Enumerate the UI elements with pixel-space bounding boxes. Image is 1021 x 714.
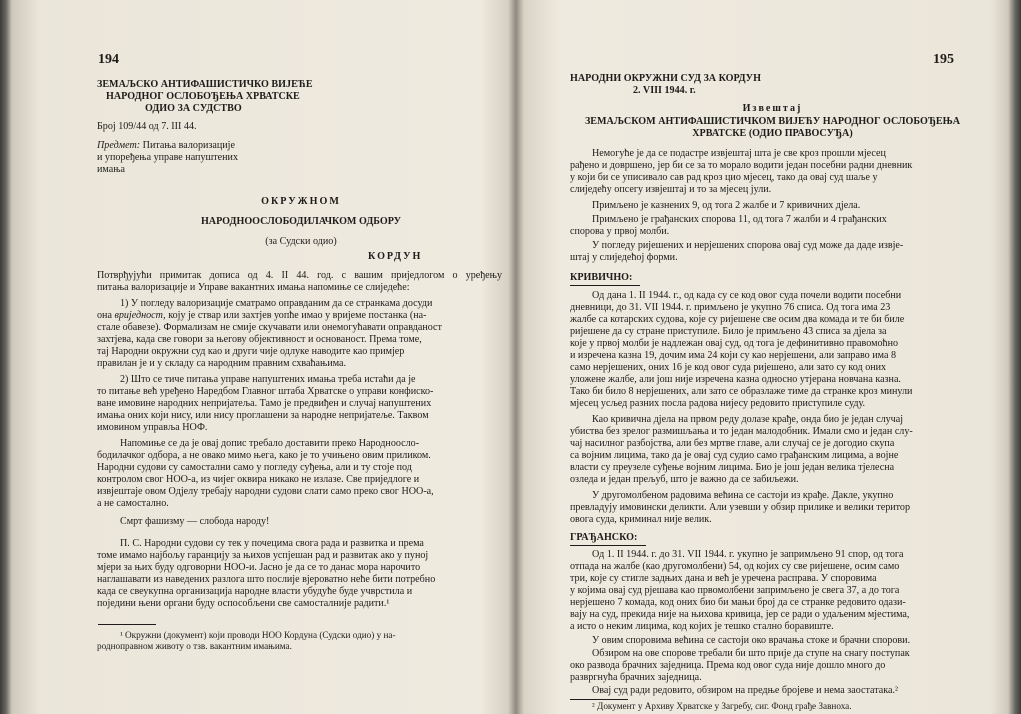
paragraph-line: развргнућа брачних заједница.: [570, 672, 702, 683]
header-line: НАРОДНИ ОКРУЖНИ СУД ЗА КОРДУН: [570, 73, 761, 84]
paragraph-line: наглашавати из наведених разлога што послије вјероватно неће бити потребно: [97, 574, 436, 585]
paragraph-line: отпада на жалбе (као другомолбени) 54, од којих су све ријешене, осим само: [570, 561, 900, 572]
slogan: Смрт фашизму — слобода народу!: [120, 516, 270, 527]
subject-label: Предмет:: [97, 140, 141, 151]
paragraph-line: у који би се уписивало сав рад кроз цио мјесец, тако да овај суд шаље у: [570, 172, 878, 183]
paragraph-line: жалбе са котарских судова, које су ријешене све осим два комада и те би биле: [570, 314, 905, 325]
paragraph-line: извјештаје овом Одјелу требају народни судови слати само преко свог НОО-а,: [97, 486, 434, 497]
subject-line: имања: [97, 164, 125, 175]
paragraph-line: три, које су стигле задњих дана и већ је уречена расправа. У споровима: [570, 573, 877, 584]
paragraph-line: 1) У погледу валоризације сматрамо оправданим да се странкама досуди: [120, 298, 433, 309]
paragraph-line: ријешене да су стране приступиле. Било је примљено 43 списа за дјела за: [570, 326, 887, 337]
paragraph-line: које у првој молби је надлежан овај суд, од тога је дефинитивно правомоћно: [570, 338, 899, 349]
paragraph-line: убиства без зрелог размишљања и то један малодобник. Имали смо и један слу-: [570, 426, 913, 437]
subject-line: и упоређења управе напуштених: [97, 152, 239, 163]
paragraph-line: штај у слиједећој форми.: [570, 252, 678, 263]
paragraph-line: [97, 310, 426, 322]
heading-underline: [570, 285, 640, 286]
report-title-line: ЗЕМАЉСКОМ АНТИФАШИСТИЧКОМ ВИЈЕЋУ НАРОДНОГ ОСЛОБОЂЕЊА: [584, 116, 961, 127]
paragraph-line: слиједећу опсегу извјештај и то за мјесец јули.: [570, 184, 772, 195]
addressee-line: ОКРУЖНОМ: [261, 196, 341, 207]
subject: [97, 140, 235, 152]
paragraph-line: бодилачког одбора, а не овако мимо њега, како је то учињено овим приликом.: [97, 450, 431, 461]
header-line: ЗЕМАЉСКО АНТИФАШИСТИЧКО ВИЈЕЋЕ: [97, 79, 313, 90]
paragraph-line: поједини њени органи буду оспособљени све самосталније радити.¹: [97, 598, 390, 609]
footnote-line: ¹ Окружни (документ) који проводи НОО Кордуна (Судски одио) у на-: [120, 630, 396, 640]
paragraph-line: Примљено је грађанских спорова 11, од тога 7 жалби и 4 грађанских: [592, 214, 887, 225]
paragraph-line: дневници, до 31. VII 1944. г. примљено је укупно 76 списа. Од тога има 23: [570, 302, 891, 313]
header-line: ОДИО ЗА СУДСТВО: [145, 103, 242, 114]
right-page: [516, 0, 1021, 714]
page-number: 195: [933, 52, 954, 67]
paragraph-line: имовином управља НОФ.: [97, 422, 208, 433]
text-fragment: коју је ствар или захтјев уопће имао у вријеме постанка (на-: [165, 310, 427, 321]
report-title-line: ХРВАТСКЕ (ОДИО ПРАВОСУЂА): [692, 128, 853, 139]
paragraph-line: контролом свог НОО-а, из чијег оквира никако не излазе. Све приједлоге и: [97, 474, 420, 485]
paragraph-line: овога суда, криминал није велик.: [570, 514, 712, 525]
paragraph-line: ване имовине народних непријатеља. Тамо је предвиђен и случај напуштених: [97, 398, 432, 409]
section-heading: КРИВИЧНО:: [570, 272, 633, 283]
paragraph-line: тај Народни окружни суд као и други чије одлуке наводите као примјер: [97, 346, 405, 357]
paragraph-line: мјесец усљед разних посла радова нијесу редовито приступиле суду.: [570, 398, 866, 409]
paragraph-line: Тако би било 8 нерјешених, али зато се образлаже тиме да странке кроз минули: [570, 386, 913, 397]
section-heading: ГРАЂАНСКО:: [570, 532, 638, 543]
addressee-line: КОРДУН: [368, 251, 423, 262]
paragraph-line: Обзиром на ове спорове требали би што прије да ступе на снагу поступак: [592, 648, 910, 659]
heading-underline: [570, 545, 646, 546]
paragraph-line: Овај суд ради редовито, обзиром на предње бројеве и нема заостатака.²: [592, 685, 899, 696]
paragraph-line: У другомолбеном радовима већина се састоји из крађе. Дакле, укупно: [592, 490, 894, 501]
paragraph-line: и изречена казна 19, дочим има 24 који су као нерјешени, али заправо има 8: [570, 350, 897, 361]
paragraph-line: томе имамо најбољу гаранцију за њихов успјешан рад и развитак ако у пуној: [97, 550, 429, 561]
paragraph-line: мјери за њих буду одговорни НОО-и. Јасно је да се то данас мора нарочито: [97, 562, 421, 573]
header-line: 2. VIII 1944. г.: [633, 85, 696, 96]
paragraph-line: чај насилног разбојства, али без мртве главе, али случај се је догодио скупа: [570, 438, 895, 449]
footnote-rule: [98, 624, 156, 625]
paragraph-line: то питање већ уређено Наредбом Главног штаба Хрватске о управи конфиско-: [97, 386, 434, 397]
paragraph-line: Потврђујући примитак дописа од 4. II 44. год. с вашим приједлогом о уређењу: [97, 270, 502, 281]
paragraph-line: око развода брачних заједница. Према код овог суда није дошло много до: [570, 660, 886, 671]
paragraph-line: Од дана 1. II 1944. г., од када су се код овог суда почели водити посебни: [592, 290, 902, 301]
paragraph-line: рађено и довршено, јер би се за то морало водити један посебни радни дневник: [570, 160, 913, 171]
paragraph-line: Народни судови су самостални само у погледу суђења, али и ту стоје под: [97, 462, 412, 473]
header-line: НАРОДНОГ ОСЛОБОЂЕЊА ХРВАТСКЕ: [106, 91, 300, 102]
paragraph-line: У погледу ријешених и нерјешених спорова овај суд може да даде извје-: [592, 240, 904, 251]
paragraph-line: а не самостално.: [97, 498, 169, 509]
paragraph-line: озледа и један прељуб, што је важно да се забиљежи.: [570, 474, 799, 485]
emphasis: вриједност,: [114, 310, 166, 321]
paragraph-line: питања валоризације и Управе вакантних имања напомиње се слиједеће:: [97, 282, 410, 293]
page-number: 194: [98, 52, 119, 67]
paragraph-line: правилан је и у складу са народним правним схваћањима.: [97, 358, 347, 369]
subject-line: Питања валоризације: [142, 140, 235, 151]
paragraph-line: спорова у првој молби.: [570, 226, 670, 237]
paragraph-line: Као кривична дјела на првом реду долазе крађе, онда био је један случај: [592, 414, 904, 425]
paragraph-line: Немогуће је да се подастре извјештај шта је све кроз прошли мјесец: [592, 148, 886, 159]
paragraph-line: сталe обавезе). Формализам не смије скучавати или онемогућавати оправданост: [97, 322, 442, 333]
paragraph-line: у којима овај суд рјешава као првомолбени запримљено је свега 37, а до тога: [570, 585, 900, 596]
paragraph-line: када се свеукупна организација народне власти убудуће буде учврстила и: [97, 586, 413, 597]
paragraph-line: нерјешено 7 комада, код оних био би мањи број да се странке редовито одази-: [570, 597, 906, 608]
report-title: Извештај: [742, 103, 803, 114]
paragraph-line: П. С. Народни судови су тек у почецима свога рада и развитка и према: [120, 538, 424, 549]
paragraph-line: 2) Што се тиче питања управе напуштених имања треба истаћи да је: [120, 374, 416, 385]
reference-number: Број 109/44 од 7. III 44.: [97, 121, 197, 132]
paragraph-line: Примљено је казнених 9, од тога 2 жалбе и 7 кривичних дјела.: [592, 200, 861, 211]
paragraph-line: превладују имовински деликти. Али узевши у обзир прилике и велики територ: [570, 502, 911, 513]
paragraph-line: власти су преузеле суђење војним лицима. Био је још један велика тјелесна: [570, 462, 895, 473]
addressee-line: НАРОДНООСЛОБОДИЛАЧКОМ ОДБОРУ: [200, 216, 402, 227]
footnote-line: ² Документ у Архиву Хрватске у Загребу, сиг. Фонд грађе Завноха.: [592, 701, 852, 711]
paragraph-line: вају на суд, прекида није на њихова кривица, јер се ради о удаљеним мјестима,: [570, 609, 910, 620]
text-fragment: она: [97, 310, 115, 321]
paragraph-line: Напомиње се да је овај допис требало доставити преко Народноосло-: [120, 438, 420, 449]
footnote-rule: [570, 699, 628, 700]
addressee-line: (за Судски одио): [265, 236, 337, 247]
footnote-line: роднoправном животу о тзв. вакантним имањима.: [97, 641, 292, 651]
paragraph-line: само нерјешених, оних 16 је код овог суда ријешено, али зато су код оних: [570, 362, 887, 373]
paragraph-line: У овим споровима већина се састоји око врачања стоке и брачни спорови.: [592, 635, 911, 646]
paragraph-line: а исто о неким лицима, код којих је тешко стално боравиште.: [570, 621, 834, 632]
paragraph-line: Од 1. II 1944. г. до 31. VII 1944. г. укупно је запримљено 91 спор, од тога: [592, 549, 904, 560]
paragraph-line: са војним лицима, тако да је овај суд судио само грађанским лицима, а војне: [570, 450, 899, 461]
paragraph-line: захтјева, када све говори за његову објективност и основаност. Према томе,: [97, 334, 422, 345]
paragraph-line: имања оних који нису, или нису проглашени за народне непријатеље. Таквом: [97, 410, 429, 421]
paragraph-line: уложене жалбе, али још није изречена казна односно утјерана новчана казна.: [570, 374, 901, 385]
